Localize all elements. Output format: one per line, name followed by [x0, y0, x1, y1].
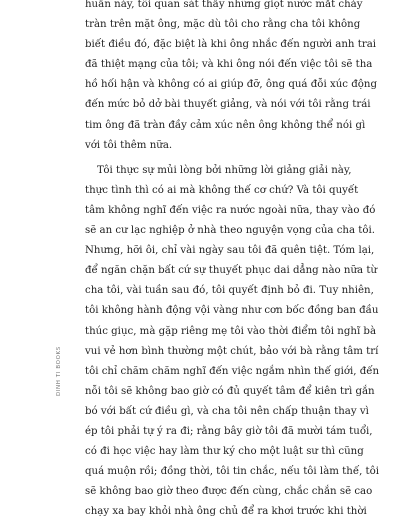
text-line: Tôi thực sự mủi lòng bởi những lời giảng giải này, — [97, 164, 352, 176]
text-line: chạy xa bay khỏi nhà ông chủ để ra khơi trước khi thời — [85, 506, 367, 518]
text-line: nỗi tôi sẽ không bao giờ có đủ quyết tâm để kiên trì gắn — [85, 385, 375, 397]
text-line: tâm không nghĩ đến việc ra nước ngoài nữa, thay vào đó — [85, 204, 376, 216]
text-line: Nhưng, hỡi ôi, chỉ vài ngày sau tôi đã quên tiệt. Tóm lại, — [85, 245, 375, 257]
text-line: đến mức bỏ dở bài thuyết giảng, và nói với tôi rằng trái — [85, 99, 371, 111]
text-line: huấn này, tôi quan sát thấy những giọt nước mắt chảy — [85, 0, 363, 10]
text-line: vui vẻ hơn bình thường một chút, bảo với bà rằng tâm trí — [85, 345, 379, 357]
text-line: bó với bất cứ điều gì, và cha tôi nên chấp thuận thay vì — [85, 405, 369, 417]
publisher-watermark — [56, 306, 66, 396]
text-line: quá muộn rồi; đồng thời, tôi tin chắc, nếu tôi làm thế, tôi — [85, 466, 380, 478]
text-line: sẽ an cư lạc nghiệp ở nhà theo nguyện vọng của cha tôi. — [85, 225, 376, 237]
text-line: ép tôi phải tự ý ra đi; rằng bây giờ tôi đã mười tám tuổi, — [85, 425, 373, 437]
text-line: tim ông đã tràn đầy cảm xúc nên ông không thể nói gì — [85, 119, 366, 131]
text-line: tôi chỉ chăm chăm nghĩ đến việc ngắm nhìn thế giới, đến — [85, 365, 380, 377]
text-line: thực tình thì có ai mà không thế cơ chứ? Và tôi quyết — [85, 184, 359, 196]
text-line: hồ hối hận và không có ai giúp đỡ, ông quá đỗi xúc động — [85, 79, 377, 91]
text-line: đã thiệt mạng của tôi; và khi ông nói đến việc tôi sẽ tha — [85, 59, 373, 71]
text-line: thúc giục, mà gặp riêng mẹ tôi vào thời điểm tôi nghĩ bà — [85, 325, 377, 337]
watermark-text: DINH TI BOOKS — [56, 346, 62, 396]
text-line: cha tôi, vài tuần sau đó, tôi quyết định bỏ đi. Tuy nhiên, — [85, 285, 374, 297]
text-line: biết điều đó, đặc biệt là khi ông nhắc đến người anh trai — [85, 39, 377, 51]
text-line: tôi không hành động vội vàng như cơn bốc đồng ban đầu — [85, 305, 379, 317]
text-line: tràn trên mặt ông, mặc dù tôi cho rằng cha tôi không — [85, 19, 361, 31]
paragraph-2 — [85, 161, 380, 522]
text-line: có đi học việc hay làm thư ký cho một luật sư thì cũng — [85, 446, 364, 458]
text-line: với tôi thêm nữa. — [85, 139, 173, 151]
body-text — [85, 0, 380, 522]
text-line: để ngăn chặn bất cứ sự thuyết phục dai dẳng nào nữa từ — [85, 265, 378, 277]
text-line: sẽ không bao giờ theo được đến cùng, chắc chắn sẽ cao — [85, 486, 373, 498]
paragraph-1 — [85, 0, 377, 156]
